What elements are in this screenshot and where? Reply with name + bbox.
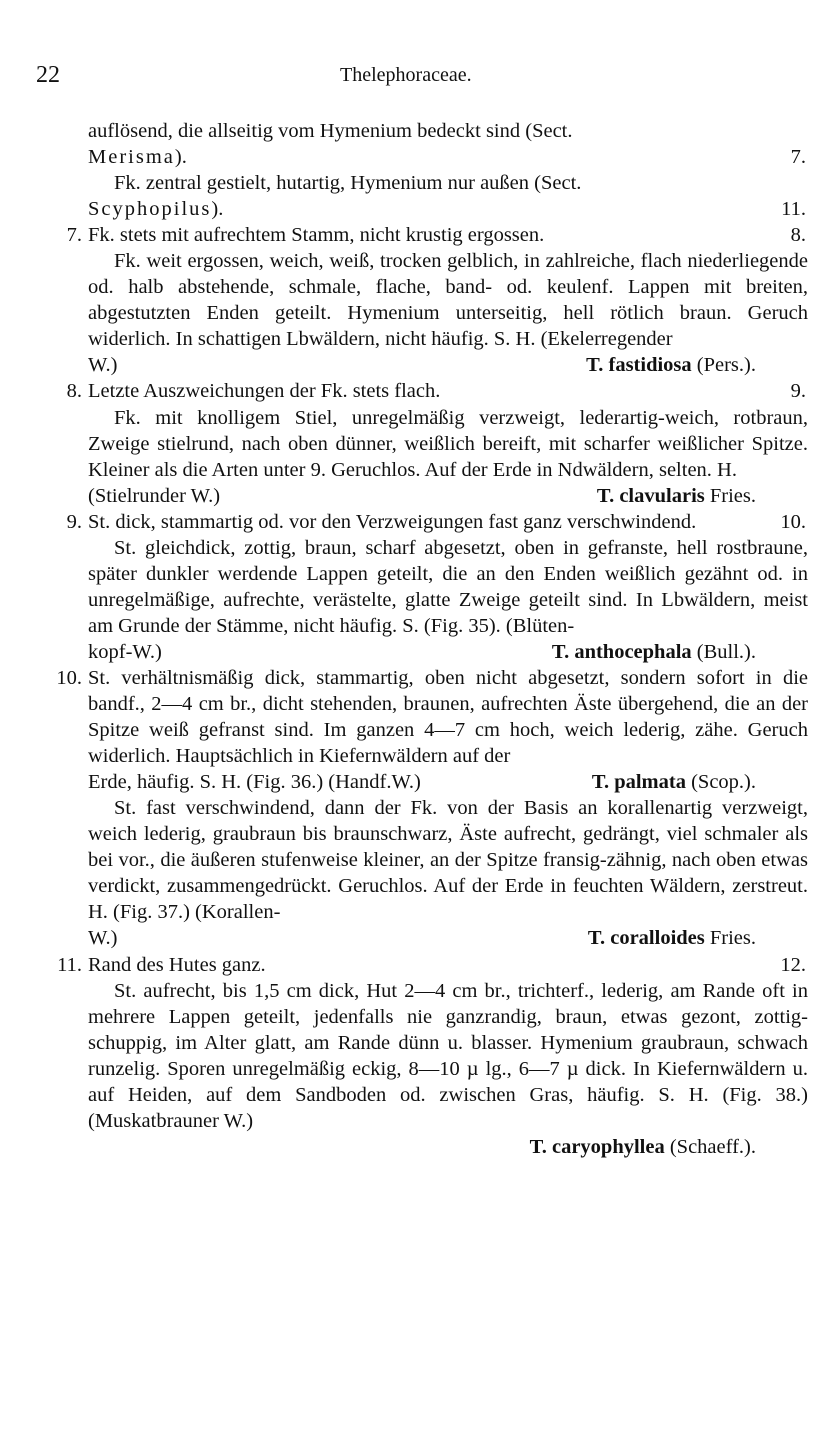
key-lead: Rand des Hutes ganz. 12. [88, 952, 808, 978]
key-entry-7 [38, 222, 808, 378]
key-number: 9. [66, 510, 82, 533]
key-description: Fk. weit ergossen, weich, weiß, trocken gelblich, in zahlreiche, flach niederliegende od. halb abstehende, schmale, flache, band- od. keulenf. Lappen mit breiten, abgestutzten Enden geteilt. Hymenium unterseitig, hell rötlich braun. Geruch widerlich. In schattigen Lbwäldern, nicht häufig. S. H. (Ekelerregender [88, 250, 808, 351]
species-author: Fries. [709, 484, 756, 507]
running-title: Thelephoraceae. [340, 64, 472, 86]
species-author: Fries. [709, 927, 756, 950]
key-description: St. gleichdick, zottig, braun, scharf abgesetzt, oben in gefranste, hell rostbraune, später dunkler werdende Lappen geteilt, die an den Enden weißlich gezähnt od. in unregelmäßige, aufrechte, verästelte, glatte Zweige geteilt sind. In Lbwäldern, meist am Grunde der Stämme, nicht häufig. S. (Fig. 35). (Blüten- [88, 536, 808, 637]
key-entry-continued [38, 118, 808, 222]
key-entry-10 [38, 665, 808, 952]
species-author: (Pers.). [696, 354, 756, 377]
key-reference: 10. [780, 510, 806, 533]
species-name: T. clavularis [596, 484, 705, 507]
key-description: St. verhältnismäßig dick, stammartig, oben nicht abgesetzt, sondern sofort in die bandf., 2—4 cm br., dicht stehenden, braunen, aufrechten Äste übergehend, die an der Spitze weiß gefranst sind. Im ganzen 4—7 cm hoch, weich lederig, zähe. Geruch widerlich. Hauptsächlich in Kiefernwäldern auf der [88, 666, 808, 768]
species-line: Erde, häufig. S. H. (Fig. 36.) (Handf.W.) T. palmata (Scop.). [88, 771, 756, 794]
key-lead: Letzte Auszweichungen der Fk. stets flach. 9. [88, 378, 808, 404]
species-line: W.) T. fastidiosa (Pers.). [88, 354, 756, 377]
species-author: (Bull.). [696, 640, 756, 663]
key-description: St. fast verschwindend, dann der Fk. von der Basis an korallenartig verzweigt, weich lederig, graubraun bis braunschwarz, Äste aufrecht, gedrängt, viel schmaler als bei vor., die äußeren stufenweise kleiner, an der Spitze fransig-zähnig, nach oben etwas verdickt, zusammengedrückt. Geruchlos. Auf der Erde in feuchten Wäldern, zerstreut. H. (Fig. 37.) (Korallen- [88, 797, 808, 924]
page-header [0, 62, 830, 92]
key-lead: St. dick, stammartig od. vor den Verzweigungen fast ganz verschwindend. 10. [88, 509, 808, 535]
species-line: kopf-W.) T. anthocephala (Bull.). [88, 640, 756, 663]
species-author: (Scop.). [691, 771, 756, 794]
key-number: 10. [56, 666, 82, 689]
key-reference: 11. [781, 198, 806, 221]
species-line: W.) T. coralloides Fries. [88, 927, 756, 950]
key-lead: auflösend, die allseitig vom Hymenium bedeckt sind (Sect. Merisma). 7. [88, 118, 808, 170]
section-name: Scyphopilus [88, 198, 212, 221]
species-line [88, 1134, 808, 1160]
species-line: (Stielrunder W.) T. clavularis Fries. [88, 484, 756, 507]
section-name: Merisma [88, 146, 175, 169]
key-lead: Fk. zentral gestielt, hutartig, Hymenium nur außen (Sect. Scyphopilus). 11. [88, 170, 808, 222]
key-text [38, 118, 808, 1160]
species-name: T. coralloides [587, 927, 705, 950]
key-description: Fk. mit knolligem Stiel, unregelmäßig verzweigt, lederartig-weich, rotbraun, Zweige stielrund, nach oben dünner, weißlich bereift, mit scharfer weißlicher Spitze. Kleiner als die Arten unter 9. Geruchlos. Auf der Erde in Ndwäldern, selten. H. [88, 406, 808, 481]
key-number: 7. [66, 224, 82, 247]
key-number: 11. [57, 953, 82, 976]
species-author: (Schaeff.). [669, 1135, 756, 1158]
key-number: 8. [66, 380, 82, 403]
key-reference: 7. [790, 146, 806, 169]
key-entry-8 [38, 378, 808, 508]
key-lead: Fk. stets mit aufrechtem Stamm, nicht krustig ergossen. 8. [88, 222, 808, 248]
key-description: St. aufrecht, bis 1,5 cm dick, Hut 2—4 cm br., trichterf., lederig, am Rande oft in mehrere Lappen geteilt, jedenfalls nie ganzrandig, braun, etwas gezont, zottig-schuppig, im Alter glatt, am Rande dünn u. blasser. Hymenium graubraun, schwach runzelig. Sporen unregelmäßig eckig, 8—10 µ lg., 6—7 µ dick. In Kiefernwäldern u. auf Heiden, auf dem Sandboden od. zwischen Gras, häufig. S. H. (Fig. 38.) (Muskatbrauner W.) [88, 979, 808, 1132]
species-name: T. caryophyllea [529, 1135, 665, 1158]
key-entry-11 [38, 952, 808, 1160]
key-reference: 9. [790, 380, 806, 403]
species-name: T. anthocephala [551, 640, 692, 663]
species-name: T. fastidiosa [586, 354, 692, 377]
species-name: T. palmata [591, 771, 686, 794]
page-number: 22 [36, 62, 60, 88]
key-reference: 8. [790, 224, 806, 247]
key-reference: 12. [780, 953, 806, 976]
key-entry-9 [38, 509, 808, 665]
